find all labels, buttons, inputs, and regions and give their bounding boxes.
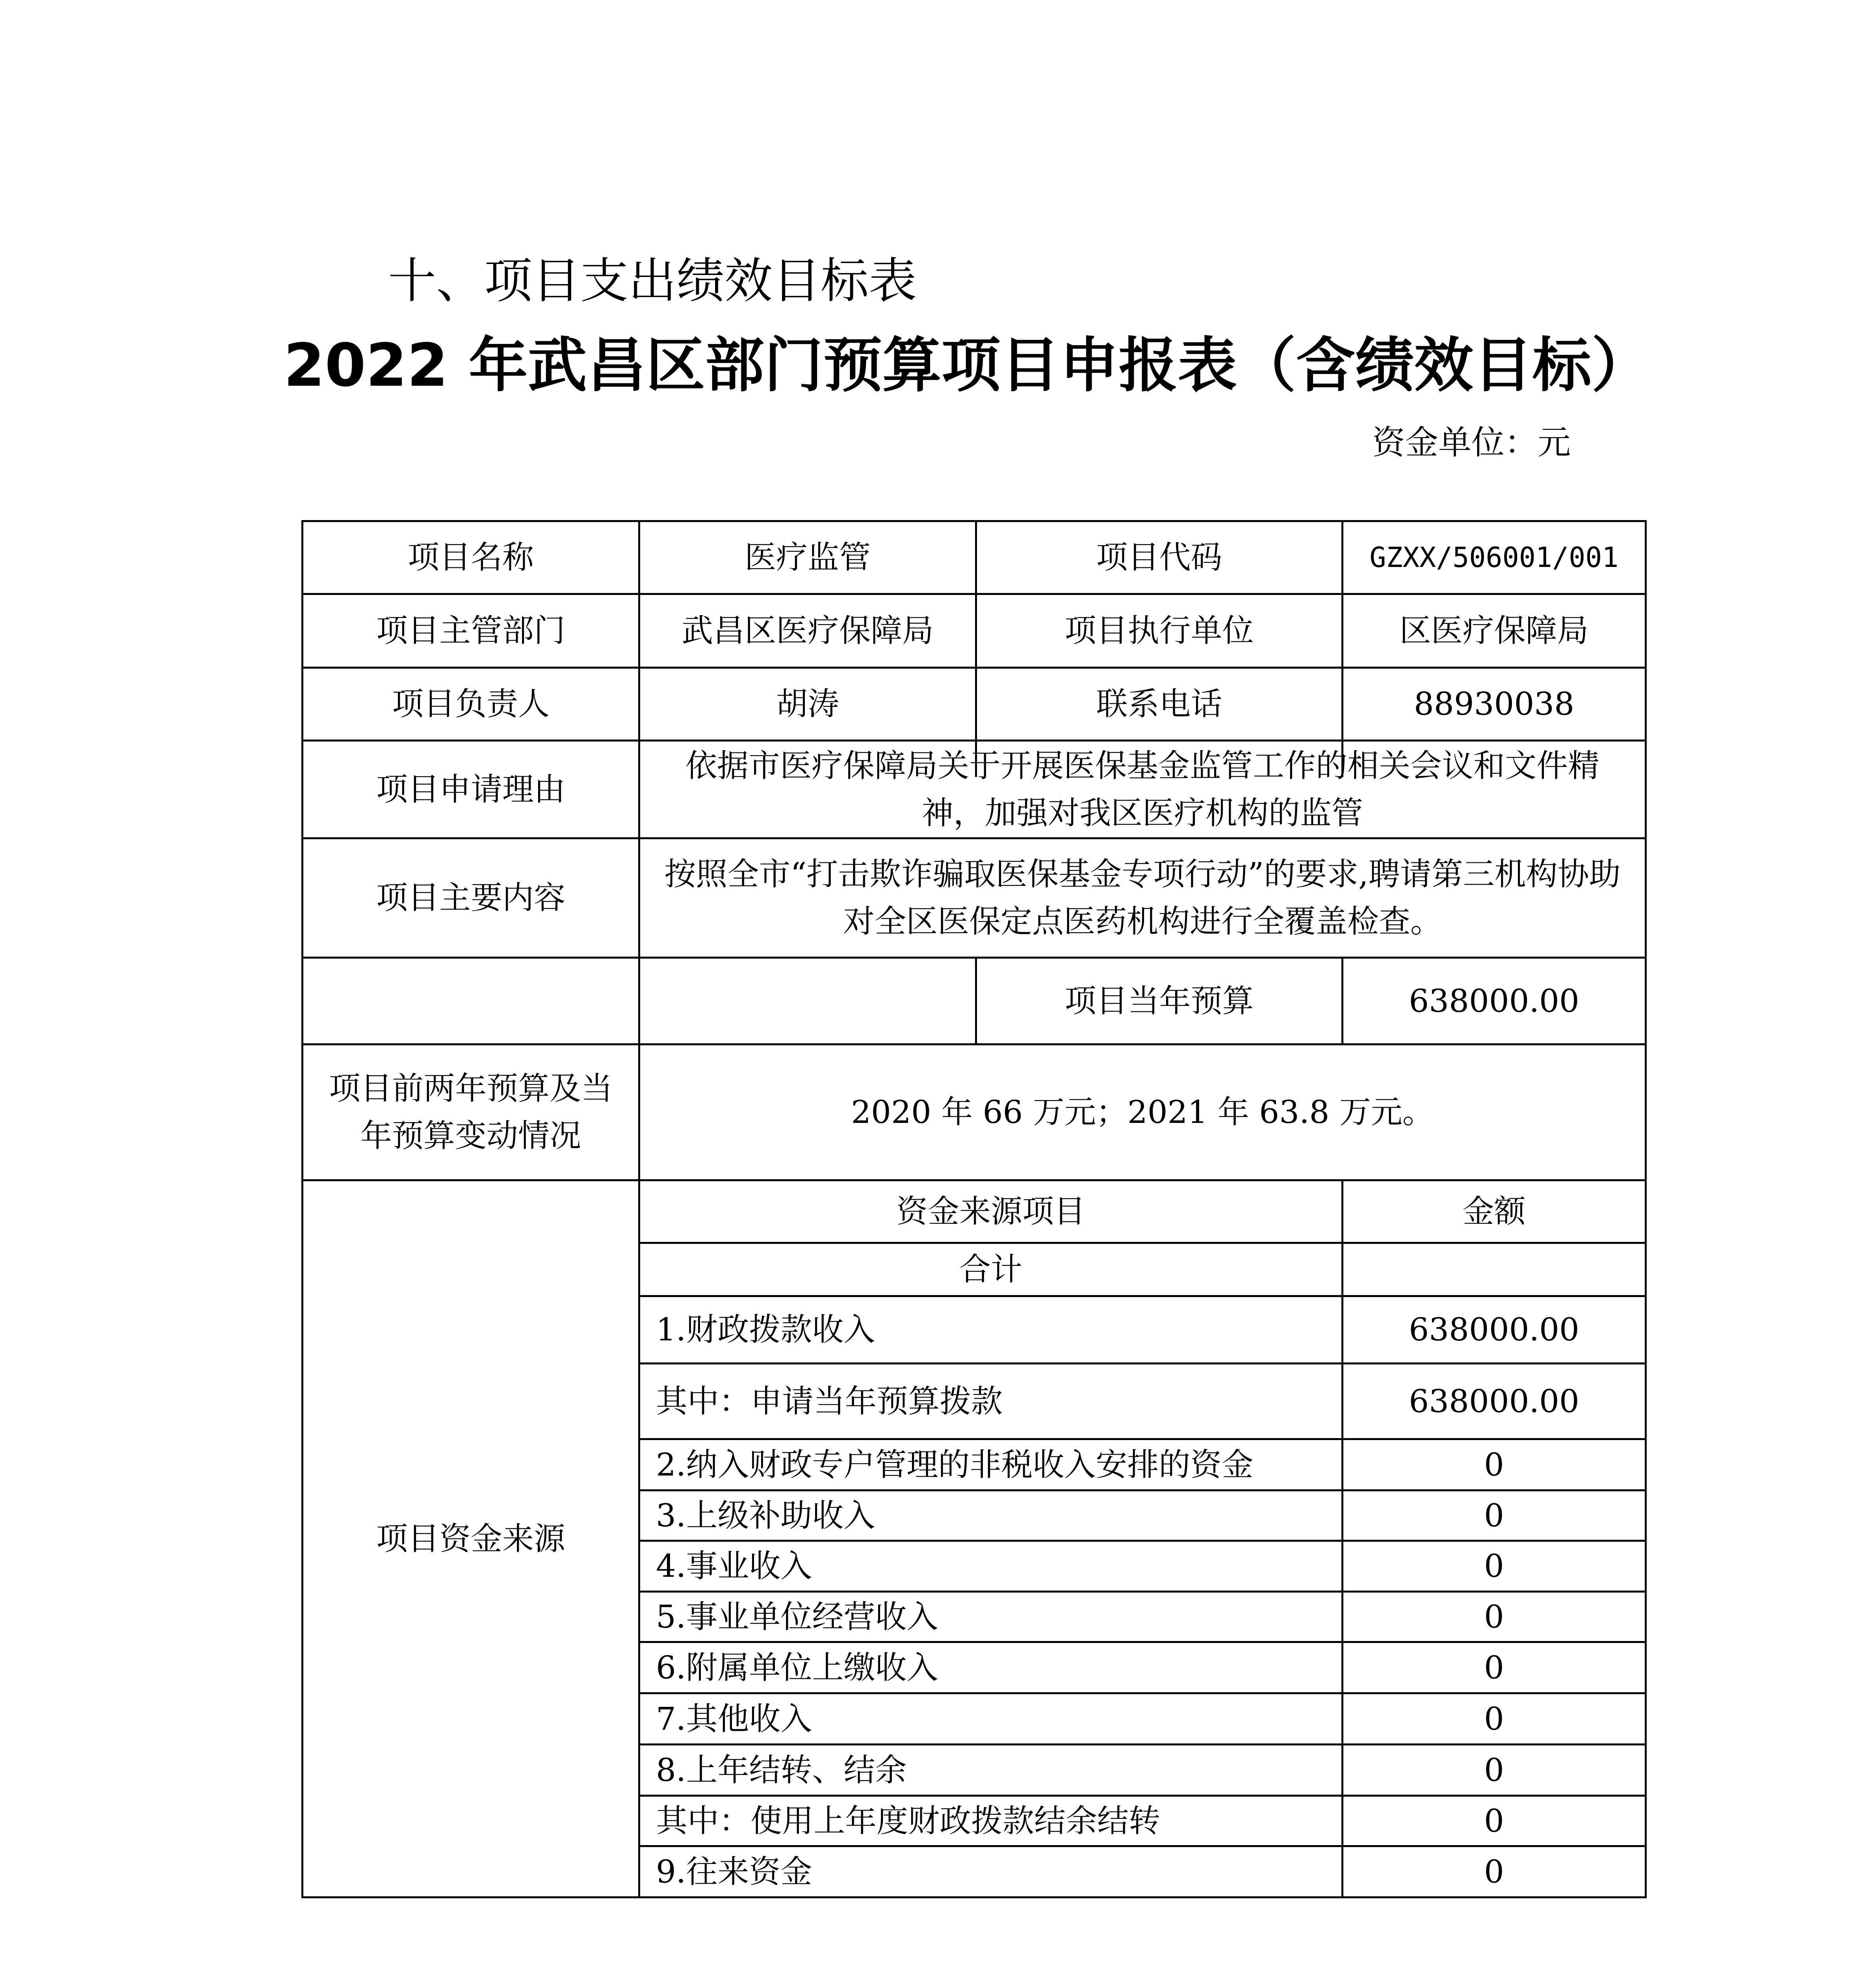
project-leader-value: 胡涛 (776, 686, 839, 722)
budget-history-label: 项目前两年预算及当年预算变动情况 (329, 1070, 613, 1154)
funding-row-item: 5.事业单位经营收入 (656, 1598, 938, 1635)
funding-row-item: 2.纳入财政专户管理的非税收入安排的资金 (656, 1446, 1254, 1483)
funding-row-item: 其中：申请当年预算拨款 (656, 1383, 1003, 1420)
funding-row-amount: 0 (1484, 1497, 1504, 1534)
funding-row-item: 8.上年结转、结余 (656, 1751, 907, 1788)
main-content-label: 项目主要内容 (376, 879, 565, 916)
project-code-value: GZXX/506001/001 (1369, 541, 1619, 574)
funding-row-item: 6.附属单位上缴收入 (656, 1649, 938, 1686)
funding-row-amount: 638000.00 (1409, 1383, 1579, 1420)
funding-row-amount (1343, 1244, 1645, 1295)
budget-history-value: 2020 年 66 万元；2021 年 63.8 万元。 (851, 1094, 1434, 1130)
funding-row-item: 9.往来资金 (656, 1853, 812, 1890)
funding-row-amount: 0 (1484, 1751, 1504, 1788)
application-reason-label: 项目申请理由 (376, 771, 565, 808)
funding-row-item: 1.财政拨款收入 (656, 1311, 875, 1348)
contact-phone-label: 联系电话 (1096, 686, 1222, 722)
supervising-dept-value: 武昌区医疗保障局 (682, 612, 934, 649)
executing-unit-value: 区医疗保障局 (1399, 612, 1589, 649)
funding-item-header: 资金来源项目 (896, 1193, 1085, 1230)
project-leader-label: 项目负责人 (392, 686, 550, 722)
funding-amount-header: 金额 (1462, 1193, 1526, 1230)
project-name-label: 项目名称 (408, 539, 534, 576)
funding-row-item: 3.上级补助收入 (656, 1497, 875, 1534)
funding-row-amount: 0 (1484, 1446, 1504, 1483)
current-year-budget-value: 638000.00 (1409, 982, 1579, 1019)
supervising-dept-label: 项目主管部门 (376, 612, 565, 649)
currency-unit-label: 资金单位：元 (1372, 423, 1571, 462)
current-year-budget-label: 项目当年预算 (1064, 982, 1254, 1019)
funding-row-amount: 0 (1484, 1649, 1504, 1686)
contact-phone-value: 88930038 (1414, 686, 1575, 722)
funding-row-amount: 0 (1484, 1548, 1504, 1584)
funding-row-amount: 0 (1484, 1700, 1504, 1737)
funding-row-item: 合计 (959, 1251, 1022, 1288)
funding-row-amount: 0 (1484, 1853, 1504, 1890)
funding-row-item: 其中：使用上年度财政拨款结余结转 (656, 1802, 1160, 1839)
application-reason-value: 依据市医疗保障局关于开展医保基金监管工作的相关会议和文件精神，加强对我区医疗机构的监管 (685, 747, 1599, 831)
document-title: 2022 年武昌区部门预算项目申报表（含绩效目标） (284, 331, 1651, 400)
funding-source-label: 项目资金来源 (376, 1520, 565, 1557)
funding-row-amount: 638000.00 (1409, 1311, 1579, 1348)
funding-row-item: 7.其他收入 (656, 1700, 812, 1737)
funding-row-amount: 0 (1484, 1598, 1504, 1635)
funding-row-item: 4.事业收入 (656, 1548, 812, 1584)
main-content-value: 按照全市“打击欺诈骗取医保基金专项行动”的要求,聘请第三机构协助对全区医保定点医药机构进行全覆盖检查。 (664, 856, 1621, 940)
section-heading: 十、项目支出绩效目标表 (388, 253, 917, 309)
project-code-label: 项目代码 (1096, 539, 1222, 576)
project-name-value: 医疗监管 (745, 539, 871, 576)
funding-row-amount: 0 (1484, 1802, 1504, 1839)
executing-unit-label: 项目执行单位 (1064, 612, 1254, 649)
